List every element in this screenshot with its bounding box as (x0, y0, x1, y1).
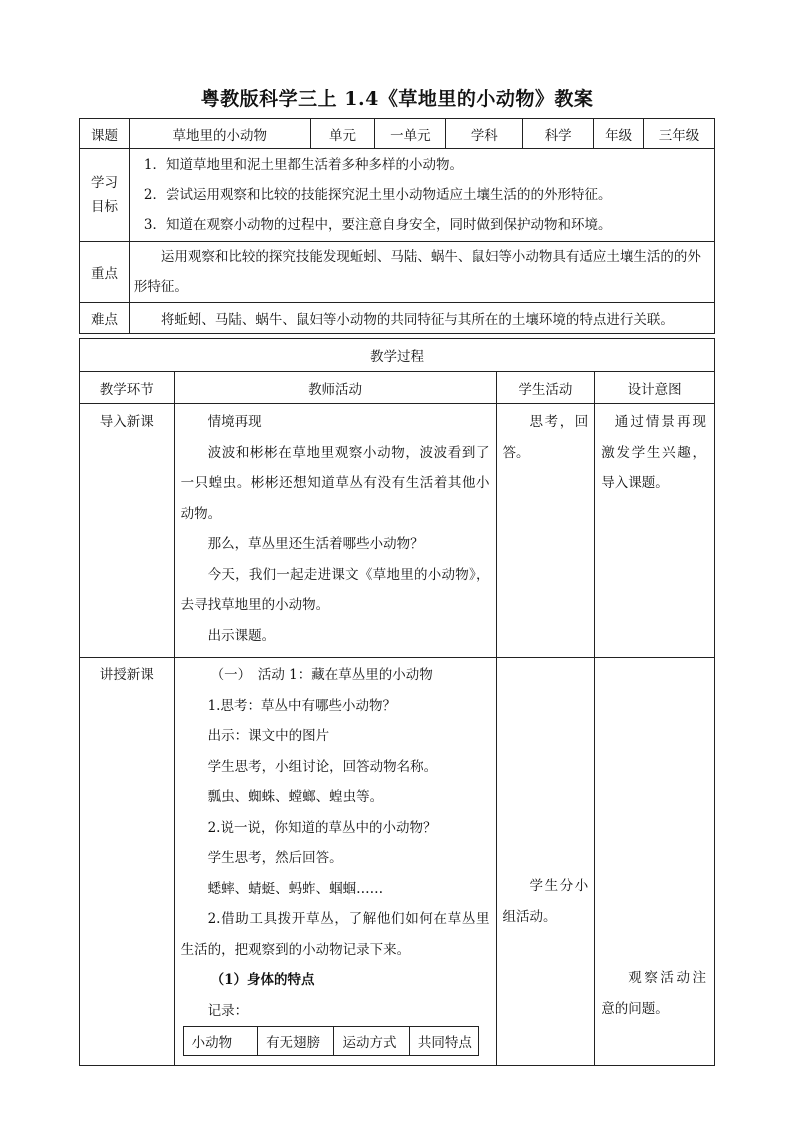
goal-item: 3．知道在观察小动物的过程中，要注意自身安全，同时做到保护动物和环境。 (143, 217, 612, 233)
col-stage: 教学环节 (80, 372, 175, 404)
goals-label (80, 149, 130, 242)
goals-content (129, 149, 714, 242)
col-student: 学生活动 (496, 372, 595, 404)
difficulty-text (129, 303, 714, 334)
new-line: 记录： (207, 1002, 249, 1019)
topic-label: 课题 (80, 119, 130, 149)
new-line: 学生思考，然后回答。 (207, 850, 343, 866)
intro-teacher (174, 404, 496, 658)
intro-stage-text: 导入新课 (99, 414, 154, 430)
key-point-body: 运用观察和比较的探究技能发现蚯蚓、马陆、蜗牛、鼠妇等小动物具有适应土壤生活的的外形特征。 (133, 249, 701, 295)
new-line: 2.借助工具拨开草丛，了解他们如何在草丛里生活的，把观察到的小动物记录下来。 (180, 911, 490, 958)
col-intent: 设计意图 (595, 372, 715, 404)
key-point-label: 重点 (80, 242, 130, 303)
new-line: 学生思考，小组讨论，回答动物名称。 (207, 758, 438, 775)
intro-line: 情境再现 (207, 414, 262, 430)
record-header: 运动方式 (334, 1027, 409, 1056)
new-line: 1.思考：草丛中有哪些小动物？ (207, 697, 396, 714)
new-line: 瓢虫、蜘蛛、螳螂、蝗虫等。 (207, 789, 384, 805)
grade-label: 年级 (594, 119, 644, 149)
unit-label: 单元 (310, 119, 375, 149)
new-line: 出示：课文中的图片 (207, 728, 330, 744)
col-teacher: 教师活动 (174, 372, 496, 404)
difficulty-body: 将蚯蚓、马陆、蜗牛、鼠妇等小动物的共同特征与其所在的土壤环境的特点进行关联。 (160, 312, 674, 328)
intro-line: 今天，我们一起走进课文《草地里的小动物》，去寻找草地里的小动物。 (180, 566, 490, 613)
record-table (183, 1026, 479, 1056)
record-header: 共同特点 (409, 1027, 478, 1056)
page-title: 粤教版科学三上 1.4《草地里的小动物》教案 (200, 88, 594, 110)
record-header: 有无翅膀 (258, 1027, 334, 1056)
key-point-text (129, 242, 714, 303)
new-intent-text: 观察活动注意的问题。 (601, 970, 706, 1017)
teaching-process-table (79, 338, 715, 1066)
new-intent (595, 658, 715, 1066)
new-stage (80, 658, 175, 1066)
goals-label-line1: 学习 (90, 175, 118, 191)
goal-item: 1．知道草地里和泥土里都生活着多种多样的小动物。 (143, 157, 464, 173)
subject-label: 学科 (446, 119, 523, 149)
intro-stage (80, 404, 175, 658)
unit-value: 一单元 (375, 119, 446, 149)
difficulty-label: 难点 (80, 303, 130, 334)
new-teacher (174, 658, 496, 1066)
new-line-bold: （1）身体的特点 (210, 972, 315, 988)
new-line: 蟋蟀、蜻蜓、蚂蚱、蝈蝈…… (207, 880, 384, 897)
goals-label-line2: 目标 (90, 199, 118, 215)
intro-line: 出示课题。 (207, 627, 276, 644)
new-line: （一） 活动 1：藏在草丛里的小动物 (210, 667, 433, 683)
intro-student-text: 思考，回答。 (502, 414, 589, 461)
process-heading: 教学过程 (80, 339, 715, 372)
new-stage-text: 讲授新课 (99, 667, 154, 683)
lesson-info-table (79, 118, 715, 334)
intro-line: 那么，草丛里还生活着哪些小动物？ (207, 536, 424, 552)
subject-value: 科学 (523, 119, 594, 149)
record-header: 小动物 (183, 1027, 257, 1056)
intro-intent-text: 通过情景再现激发学生兴趣，导入课题。 (601, 414, 706, 491)
intro-student (496, 404, 595, 658)
intro-line: 波波和彬彬在草地里观察小动物，波波看到了一只蝗虫。彬彬还想知道草丛有没有生活着其他小动物。 (180, 444, 490, 522)
new-line: 2.说一说，你知道的草丛中的小动物？ (207, 819, 437, 836)
new-student-text: 学生分小组活动。 (502, 878, 589, 925)
intro-intent (595, 404, 715, 658)
goal-item: 2．尝试运用观察和比较的技能探究泥土里小动物适应土壤生活的的外形特征。 (143, 187, 612, 203)
new-student (496, 658, 595, 1066)
topic-value: 草地里的小动物 (129, 119, 310, 149)
grade-value: 三年级 (644, 119, 715, 149)
